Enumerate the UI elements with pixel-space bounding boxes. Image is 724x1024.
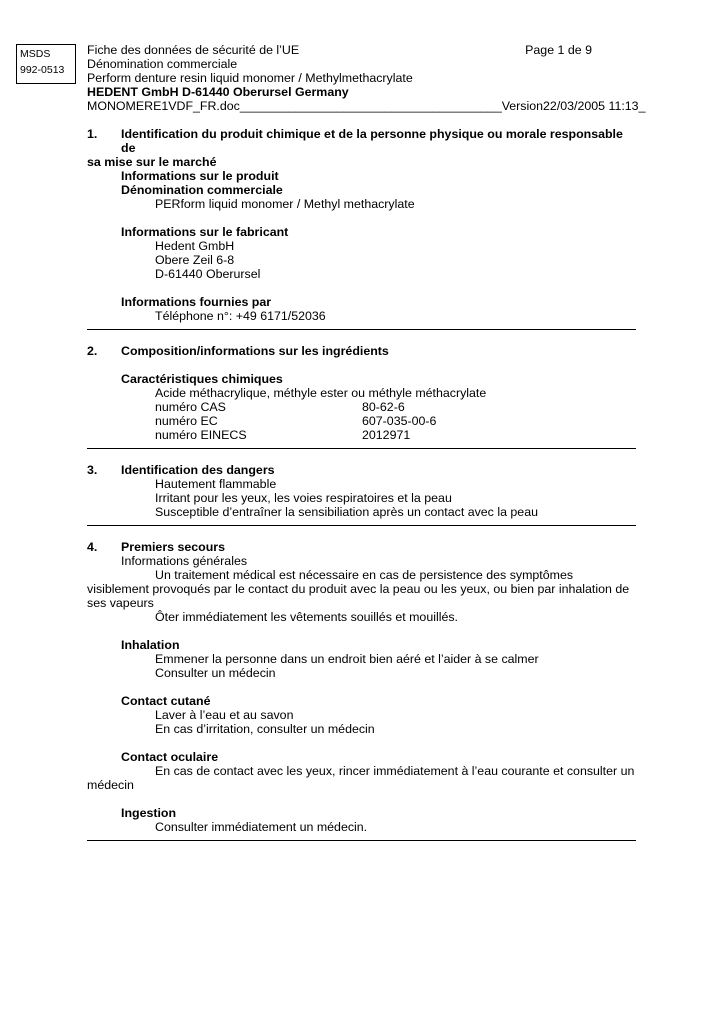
section-4-heading (87, 540, 637, 554)
page-number: Page 1 de 9 (525, 43, 592, 57)
section-3-number: 3. (87, 463, 98, 477)
section-4-number: 4. (87, 540, 98, 554)
id-value: 80-62-6 (362, 400, 405, 414)
hazard-line: Hautement flammable (155, 477, 277, 491)
general-info-text: Un traitement médical est nécessaire en cas de persistence des symptômes visiblement provoqués par le contact du produit avec la peau ou les yeux, ou bien par inhalation de ses vapeurs (87, 568, 630, 610)
section-1-title-line2: sa mise sur le marché (87, 155, 217, 169)
trade-name: PERform liquid monomer / Methyl methacrylate (155, 197, 415, 211)
msds-id-box (16, 44, 76, 84)
skin-contact-line: Laver à l’eau et au savon (155, 708, 294, 722)
ingestion-text: Consulter immédiatement un médecin. (155, 820, 368, 834)
ingestion-label: Ingestion (121, 806, 177, 820)
manufacturer-street: Obere Zeil 6-8 (155, 253, 235, 267)
divider (87, 525, 636, 526)
section-3-heading (87, 463, 637, 477)
chem-characteristics-label: Caractéristiques chimiques (121, 372, 283, 386)
section-1-heading (87, 127, 637, 155)
id-row-einecs (87, 428, 637, 442)
supplied-by-label: Informations fournies par (121, 295, 272, 309)
id-value: 607-035-00-6 (362, 414, 437, 428)
document-page (87, 43, 646, 855)
section-3-title: Identification des dangers (121, 463, 275, 477)
id-key: numéro EINECS (155, 428, 247, 442)
divider (87, 840, 636, 841)
header-doc-ref: MONOMERE1VDF_FR.doc______________________________________Version22/03/2005 11:13_ (87, 99, 646, 113)
header-company: HEDENT GmbH D-61440 Oberursel Germany (87, 85, 349, 99)
header-title-row (87, 43, 637, 57)
msds-label: MSDS (20, 48, 51, 60)
id-row-cas (87, 400, 637, 414)
chem-name: Acide méthacrylique, méthyle ester ou méthyle méthacrylate (155, 386, 487, 400)
manufacturer-city: D-61440 Oberursel (155, 267, 261, 281)
section-2-number: 2. (87, 344, 98, 358)
hazard-line: Irritant pour les yeux, les voies respiratoires et la peau (155, 491, 452, 505)
section-2-heading (87, 344, 637, 358)
id-key: numéro EC (155, 414, 218, 428)
divider (87, 329, 636, 330)
manufacturer-name: Hedent GmbH (155, 239, 235, 253)
general-info-label: Informations générales (121, 554, 248, 568)
skin-contact-label: Contact cutané (121, 694, 211, 708)
section-4-title: Premiers secours (121, 540, 226, 554)
inhalation-line: Emmener la personne dans un endroit bien aéré et l’aider à se calmer (155, 652, 539, 666)
manufacturer-label: Informations sur le fabricant (121, 225, 289, 239)
divider (87, 448, 636, 449)
hazard-line: Susceptible d’entraîner la sensibiliation après un contact avec la peau (155, 505, 538, 519)
id-key: numéro CAS (155, 400, 226, 414)
id-value: 2012971 (362, 428, 411, 442)
msds-number: 992-0513 (20, 64, 65, 76)
header-product: Perform denture resin liquid monomer / Methylmethacrylate (87, 71, 413, 85)
section-1-title-line1: Identification du produit chimique et de la personne physique ou morale responsable de (121, 127, 623, 155)
header-trade-name-label: Dénomination commerciale (87, 57, 238, 71)
section-1-number: 1. (87, 127, 98, 141)
header-title: Fiche des données de sécurité de l’UE (87, 43, 300, 57)
eye-contact-label: Contact oculaire (121, 750, 219, 764)
section-2-title: Composition/informations sur les ingrédients (121, 344, 389, 358)
trade-name-label: Dénomination commerciale (121, 183, 283, 197)
phone-number: Téléphone n°: +49 6171/52036 (155, 309, 326, 323)
general-info-text2: Ôter immédiatement les vêtements souillés et mouillés. (155, 610, 459, 624)
inhalation-line: Consulter un médecin (155, 666, 276, 680)
id-row-ec (87, 414, 637, 428)
skin-contact-line: En cas d’irritation, consulter un médecin (155, 722, 375, 736)
product-info-label: Informations sur le produit (121, 169, 279, 183)
inhalation-label: Inhalation (121, 638, 180, 652)
eye-contact-text: En cas de contact avec les yeux, rincer immédiatement à l’eau courante et consulter un médecin (87, 764, 635, 792)
